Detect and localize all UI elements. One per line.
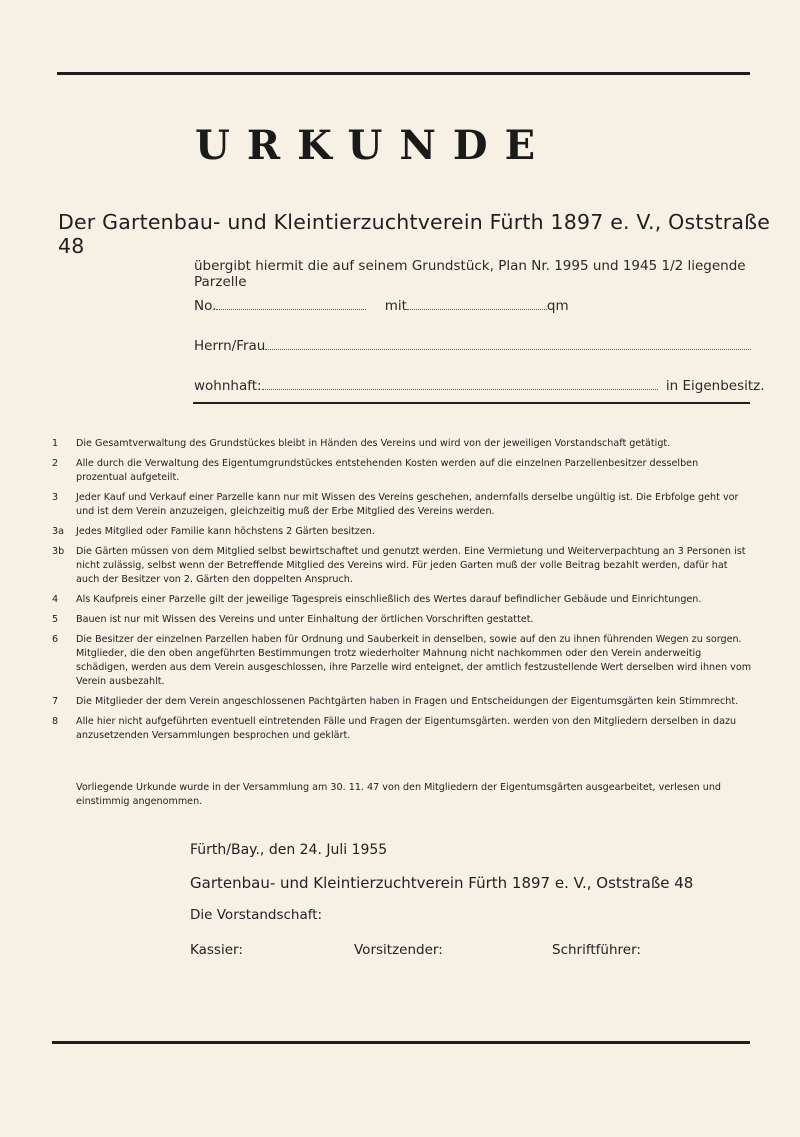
- clause-number: 5: [52, 614, 59, 625]
- clause-text: Alle durch die Verwaltung des Eigentumgrundstückes entstehenden Kosten werden auf die einzelnen Parzellenbesitzer desselben prozentual aufgeteilt.: [76, 458, 699, 483]
- clause-number: 3: [52, 492, 59, 503]
- intro-statement: übergibt hiermit die auf seinem Grundstück, Plan Nr. 1995 und 1945 1/2 liegende Parzelle: [194, 258, 746, 290]
- top-rule: [57, 72, 750, 75]
- no-label: No.: [194, 298, 217, 314]
- clause-item: [52, 695, 752, 709]
- clause-text: Die Gesamtverwaltung des Grundstückes bleibt in Händen des Vereins und wird von der jeweiligen Vorstandschaft getätigt.: [76, 438, 671, 449]
- clause-number: 3b: [52, 546, 65, 557]
- clause-text: Die Besitzer der einzelnen Parzellen haben für Ordnung und Sauberkeit in denselben, sowie auf den zu ihnen führenden Wegen zu sorgen. Mitglieder, die den oben angeführten Bestimmungen trotz wiederholter Mahnung nicht nachkommen oder den Verein anderweitig schädigen, werden aus dem Verein ausgeschlossen, ihre Parzelle wird enteignet, der amtlich festzustellende Wert derselben wird ihnen vom Verein ausbezahlt.: [76, 634, 752, 687]
- clause-item: [52, 613, 752, 627]
- clause-text: Alle hier nicht aufgeführten eventuell eintretenden Fälle und Fragen der Eigentumsgärten. werden von den Mitgliedern derselben in dazu anzusetzenden Versammlungen besprochen und geklärt.: [76, 716, 737, 741]
- clause-item: [52, 491, 752, 519]
- clause-text: Die Gärten müssen von dem Mitglied selbst bewirtschaftet und genutzt werden. Eine Vermietung und Weiterverpachtung an 3 Personen ist nicht zulässig, selbst wenn der Betreffende Mitglied des Vereins wird. Für jeden Garten muß der volle Beitrag bezahlt werden, dafür hat auch der Besitzer von 2. Gärten den doppelten Anspruch.: [76, 546, 746, 585]
- secretary-signature-label: Schriftführer:: [552, 942, 641, 958]
- clause-item: [52, 715, 752, 743]
- clause-text: Jeder Kauf und Verkauf einer Parzelle kann nur mit Wissen des Vereins geschehen, andernfalls derselbe ungültig ist. Die Erbfolge geht vor und ist dem Verein anzuzeigen, gleichzeitig muß der Erbe Mitglied des Vereins werden.: [76, 492, 739, 517]
- residence-row: [194, 378, 765, 394]
- clause-item: [52, 545, 752, 587]
- place-date: Fürth/Bay., den 24. Juli 1955: [190, 842, 388, 858]
- clause-number: 4: [52, 594, 59, 605]
- eigenbesitz-label: in Eigenbesitz.: [665, 378, 765, 394]
- clause-item: [52, 437, 752, 451]
- herr-frau-label: Herrn/Frau: [194, 338, 266, 354]
- owner-name-row: [194, 338, 751, 354]
- bottom-rule: [52, 1041, 750, 1044]
- clause-number: 6: [52, 634, 59, 645]
- clause-item: [52, 457, 752, 485]
- parcel-number-row: [194, 298, 569, 314]
- clause-number: 1: [52, 438, 59, 449]
- chairman-signature-label: Vorsitzender:: [354, 942, 443, 958]
- clause-text: Bauen ist nur mit Wissen des Vereins und unter Einhaltung der örtlichen Vorschriften gestattet.: [76, 614, 534, 625]
- mit-label: mit: [384, 298, 407, 314]
- board-label: Die Vorstandschaft:: [190, 907, 323, 923]
- closing-statement: Vorliegende Urkunde wurde in der Versammlung am 30. 11. 47 von den Mitgliedern der Eigentumsgärten ausgearbeitet, verlesen und einstimmig angenommen.: [76, 782, 722, 807]
- qm-label: qm: [546, 298, 569, 314]
- clause-item: [52, 525, 752, 539]
- clause-text: Als Kaufpreis einer Parzelle gilt der jeweilige Tagespreis einschließlich des Wertes darauf befindlicher Gebäude und Einrichtungen.: [76, 594, 702, 605]
- clause-number: 8: [52, 716, 59, 727]
- association-signature-line: Gartenbau- und Kleintierzuchtverein Fürth 1897 e. V., Oststraße 48: [190, 874, 694, 892]
- middle-rule: [193, 402, 750, 404]
- treasurer-signature-label: Kassier:: [190, 942, 243, 958]
- clause-list: [52, 437, 752, 749]
- clause-number: 2: [52, 458, 59, 469]
- area-field[interactable]: [407, 308, 547, 310]
- clause-number: 7: [52, 696, 59, 707]
- clause-item: [52, 593, 752, 607]
- clause-number: 3a: [52, 526, 64, 537]
- owner-name-field[interactable]: [265, 348, 751, 350]
- residence-field[interactable]: [262, 388, 658, 390]
- clause-item: [52, 633, 752, 689]
- clause-text: Die Mitglieder der dem Verein angeschlossenen Pachtgärten haben in Fragen und Entscheidungen der Eigentumsgärten kein Stimmrecht.: [76, 696, 739, 707]
- parcel-number-field[interactable]: [216, 308, 366, 310]
- document-title: URKUNDE: [195, 122, 553, 169]
- wohnhaft-label: wohnhaft:: [194, 378, 262, 394]
- clause-text: Jedes Mitglied oder Familie kann höchstens 2 Gärten besitzen.: [76, 526, 375, 537]
- association-heading: Der Gartenbau- und Kleintierzuchtverein Fürth 1897 e. V., Oststraße 48: [58, 210, 771, 258]
